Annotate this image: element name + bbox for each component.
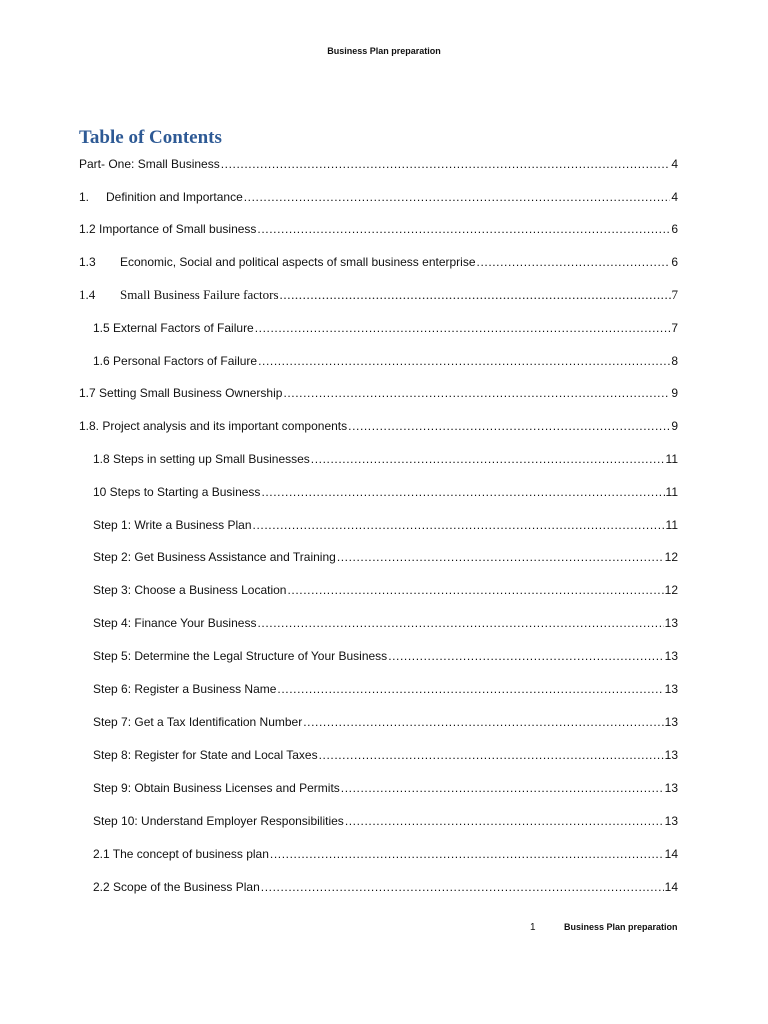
toc-entry-page: 11 [665, 518, 678, 532]
dot-leader [388, 649, 663, 663]
footer-page-number: 1 [530, 922, 536, 933]
dot-leader [258, 354, 670, 368]
toc-entry-1-5[interactable] [93, 317, 678, 335]
toc-entry-step-10[interactable] [93, 810, 678, 828]
toc-entry-page: 13 [664, 748, 678, 762]
toc-entry-1-7[interactable] [79, 382, 678, 400]
toc-entry-1-3[interactable] [79, 251, 678, 269]
toc-entry-page: 11 [665, 485, 678, 499]
dot-leader [477, 255, 671, 269]
toc-heading: Table of Contents [79, 127, 222, 148]
dot-leader [280, 288, 671, 302]
toc-entry-step-7[interactable] [93, 711, 678, 729]
dot-leader [311, 452, 665, 466]
toc-entry-2-2[interactable] [93, 876, 678, 894]
toc-entry-page: 8 [671, 354, 678, 368]
toc-entry-label: Step 2: Get Business Assistance and Training [93, 550, 336, 564]
toc-entry-label: Step 8: Register for State and Local Taxes [93, 748, 318, 762]
toc-entry-label: Step 10: Understand Employer Responsibilities [93, 814, 344, 828]
toc-entry-page: 4 [671, 157, 678, 171]
toc-entry-label: 1.8. Project analysis and its important components [79, 419, 348, 433]
toc-entry-page: 7 [671, 321, 678, 335]
dot-leader [337, 550, 664, 564]
toc-entry-page: 13 [664, 649, 678, 663]
footer-title: Business Plan preparation [564, 922, 678, 932]
toc-entry-number: 1. [79, 190, 90, 204]
page-footer [0, 922, 768, 938]
toc-entry-2-1[interactable] [93, 843, 678, 861]
toc-entry-label: Step 4: Finance Your Business [93, 616, 257, 630]
toc-entry-label: 2.1 The concept of business plan [93, 847, 269, 861]
toc-entry-page: 13 [664, 715, 678, 729]
toc-entry-page: 6 [671, 222, 678, 236]
dot-leader [257, 222, 670, 236]
toc-entry-label: 1.8 Steps in setting up Small Businesses [93, 452, 310, 466]
dot-leader [244, 190, 671, 204]
toc-entry-step-6[interactable] [93, 678, 678, 696]
toc-entry-step-4[interactable] [93, 612, 678, 630]
toc-entry-label: Step 7: Get a Tax Identification Number [93, 715, 303, 729]
toc-entry-10-steps[interactable] [93, 481, 678, 499]
toc-entry-label: 1.2 Importance of Small business [79, 222, 257, 236]
dot-leader [287, 583, 663, 597]
toc-entry-page: 7 [671, 287, 678, 302]
toc-entry-1-6[interactable] [93, 350, 678, 368]
toc-entry-page: 6 [671, 255, 678, 269]
toc-entry-step-1[interactable] [93, 514, 678, 532]
toc-entry-label: 10 Steps to Starting a Business [93, 485, 261, 499]
toc-entry-page: 4 [671, 190, 678, 204]
toc-entry-page: 14 [664, 880, 678, 894]
toc-entry-step-5[interactable] [93, 645, 678, 663]
toc-entry-1[interactable] [79, 186, 678, 204]
dot-leader [283, 386, 670, 400]
toc-entry-step-8[interactable] [93, 744, 678, 762]
dot-leader [221, 157, 671, 171]
toc-entry-page: 11 [665, 452, 678, 466]
dot-leader [261, 485, 664, 499]
toc-entry-1-4[interactable] [79, 284, 678, 302]
toc-entry-number: 1.4 [79, 287, 96, 302]
toc-entry-label: Step 1: Write a Business Plan [93, 518, 252, 532]
toc-entry-page: 9 [671, 386, 678, 400]
dot-leader [348, 419, 670, 433]
toc-entry-label: Step 5: Determine the Legal Structure of Your Business [93, 649, 388, 663]
dot-leader [341, 781, 664, 795]
toc-entry-1-2[interactable] [79, 218, 678, 236]
toc-entry-page: 9 [671, 419, 678, 433]
dot-leader [270, 847, 664, 861]
toc-entry-label: Step 6: Register a Business Name [93, 682, 277, 696]
dot-leader [303, 715, 663, 729]
toc-entry-page: 13 [664, 814, 678, 828]
toc-entry-step-9[interactable] [93, 777, 678, 795]
toc-entry-label: 1.6 Personal Factors of Failure [93, 354, 258, 368]
toc-entry-page: 12 [664, 550, 678, 564]
toc-entry-1-8-steps[interactable] [93, 448, 678, 466]
toc-entry-label: 1.7 Setting Small Business Ownership [79, 386, 283, 400]
toc-entry-page: 13 [664, 616, 678, 630]
toc-entry-page: 13 [664, 682, 678, 696]
toc-entry-label: Step 9: Obtain Business Licenses and Permits [93, 781, 340, 795]
dot-leader [319, 748, 664, 762]
toc-entry-page: 14 [664, 847, 678, 861]
toc-entry-label: Economic, Social and political aspects of small business enterprise [120, 255, 476, 269]
toc-entry-label: Small Business Failure factors [120, 287, 279, 302]
dot-leader [345, 814, 664, 828]
toc-entry-label: Step 3: Choose a Business Location [93, 583, 287, 597]
dot-leader [257, 616, 663, 630]
toc-entry-page: 12 [664, 583, 678, 597]
dot-leader [255, 321, 671, 335]
toc-entry-label: Definition and Importance [106, 190, 243, 204]
toc-entry-part-one[interactable] [79, 153, 678, 171]
toc-entry-label: 2.2 Scope of the Business Plan [93, 880, 260, 894]
dot-leader [253, 518, 665, 532]
toc-entry-number: 1.3 [79, 255, 96, 269]
toc-entry-1-8-project[interactable] [79, 415, 678, 433]
dot-leader [261, 880, 664, 894]
toc-entry-step-2[interactable] [93, 546, 678, 564]
toc-entry-page: 13 [664, 781, 678, 795]
toc-entry-label: 1.5 External Factors of Failure [93, 321, 254, 335]
dot-leader [277, 682, 663, 696]
toc-entry-label: Part- One: Small Business [79, 157, 220, 171]
page-header: Business Plan preparation [327, 46, 441, 56]
toc-entry-step-3[interactable] [93, 579, 678, 597]
